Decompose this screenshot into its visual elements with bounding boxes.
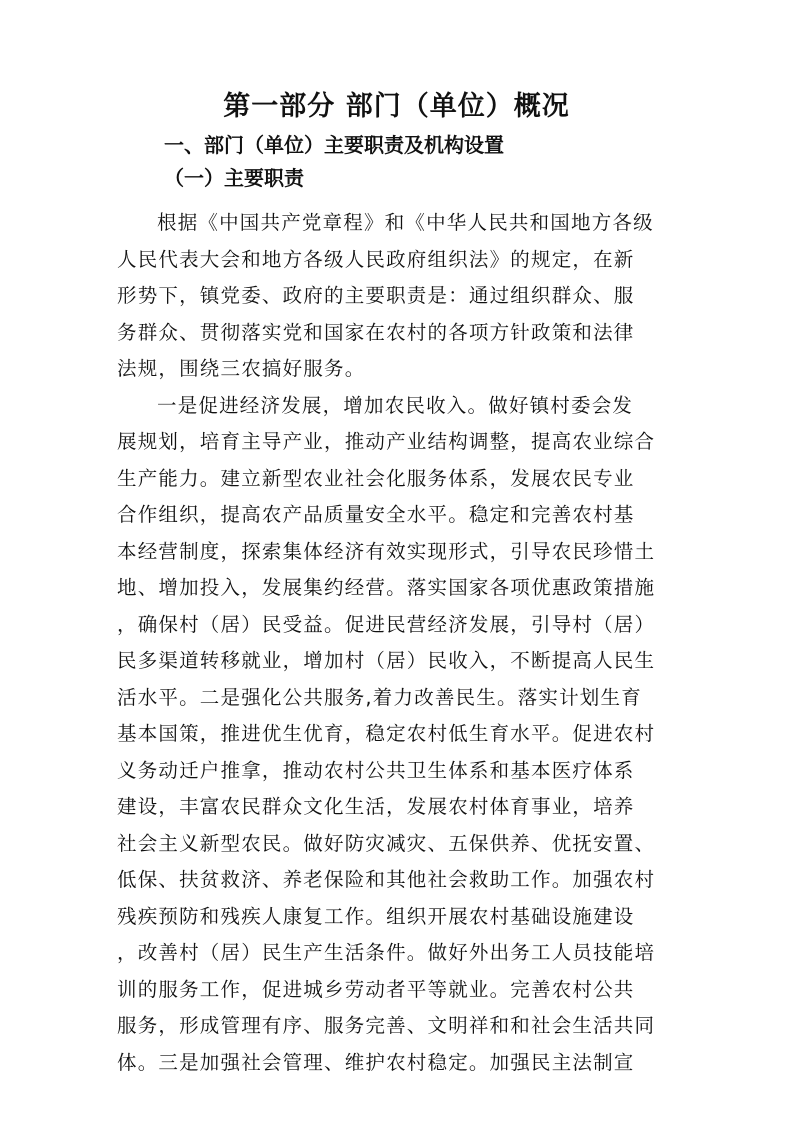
paragraph-line: 民多渠道转移就业，增加村（居）民收入，不断提高人民生 bbox=[117, 649, 656, 672]
paragraph-line: 务群众、贯彻落实党和国家在农村的各项方针政策和法律 bbox=[117, 320, 635, 344]
paragraph-line: 残疾预防和残疾人康复工作。组织开展农村基础设施建设 bbox=[117, 904, 635, 928]
paragraph-line: 一是促进经济发展，增加农民收入。做好镇村委会发 bbox=[157, 393, 634, 417]
section-heading: 一、部门（单位）主要职责及机构设置 bbox=[164, 133, 504, 157]
paragraph-line: 服务，形成管理有序、服务完善、文明祥和和社会生活共同 bbox=[117, 1014, 656, 1037]
paragraph-line: 合作组织，提高农产品质量安全水平。稳定和完善农村基 bbox=[117, 503, 635, 526]
paragraph-line: 法规，围绕三农搞好服务。 bbox=[117, 357, 366, 380]
paragraph-line: 义务动迁户推拿，推动农村公共卫生体系和基本医疗体系 bbox=[117, 758, 635, 782]
paragraph-line: 训的服务工作，促进城乡劳动者平等就业。完善农村公共 bbox=[117, 977, 635, 1001]
paragraph-line: 人民代表大会和地方各级人民政府组织法》的规定，在新 bbox=[117, 247, 635, 271]
paragraph-line: 体。三是加强社会管理、维护农村稳定。加强民主法制宣 bbox=[117, 1050, 635, 1074]
paragraph-line: 建设，丰富农民群众文化生活，发展农村体育事业，培养 bbox=[117, 795, 635, 818]
page-title: 第一部分 部门（单位）概况 bbox=[223, 91, 570, 122]
paragraph-line: 本经营制度，探索集体经济有效实现形式，引导农民珍惜土 bbox=[117, 539, 656, 563]
paragraph-line: 形势下，镇党委、政府的主要职责是：通过组织群众、服 bbox=[117, 284, 635, 307]
paragraph-line: 社会主义新型农民。做好防灾减灾、五保供养、优抚安置、 bbox=[117, 831, 656, 855]
paragraph-line: 生产能力。建立新型农业社会化服务体系，发展农民专业 bbox=[117, 466, 635, 490]
paragraph-line: 地、增加投入，发展集约经营。落实国家各项优惠政策措施 bbox=[117, 576, 656, 599]
paragraph-line: ，确保村（居）民受益。促进民营经济发展，引导村（居） bbox=[117, 612, 656, 636]
paragraph-line: 展规划，培育主导产业，推动产业结构调整，提高农业综合 bbox=[117, 430, 656, 453]
paragraph-line: 基本国策，推进优生优育，稳定农村低生育水平。促进农村 bbox=[117, 722, 656, 745]
subsection-heading: （一）主要职责 bbox=[164, 166, 304, 190]
paragraph-line: 根据《中国共产党章程》和《中华人民共和国地方各级 bbox=[157, 211, 654, 234]
paragraph-line: 活水平。二是强化公共服务,着力改善民生。落实计划生育 bbox=[117, 685, 642, 709]
document-body bbox=[117, 205, 677, 1081]
paragraph-line: 低保、扶贫救济、养老保险和其他社会救助工作。加强农村 bbox=[117, 868, 656, 891]
paragraph-line: ，改善村（居）民生产生活条件。做好外出务工人员技能培 bbox=[117, 941, 656, 964]
